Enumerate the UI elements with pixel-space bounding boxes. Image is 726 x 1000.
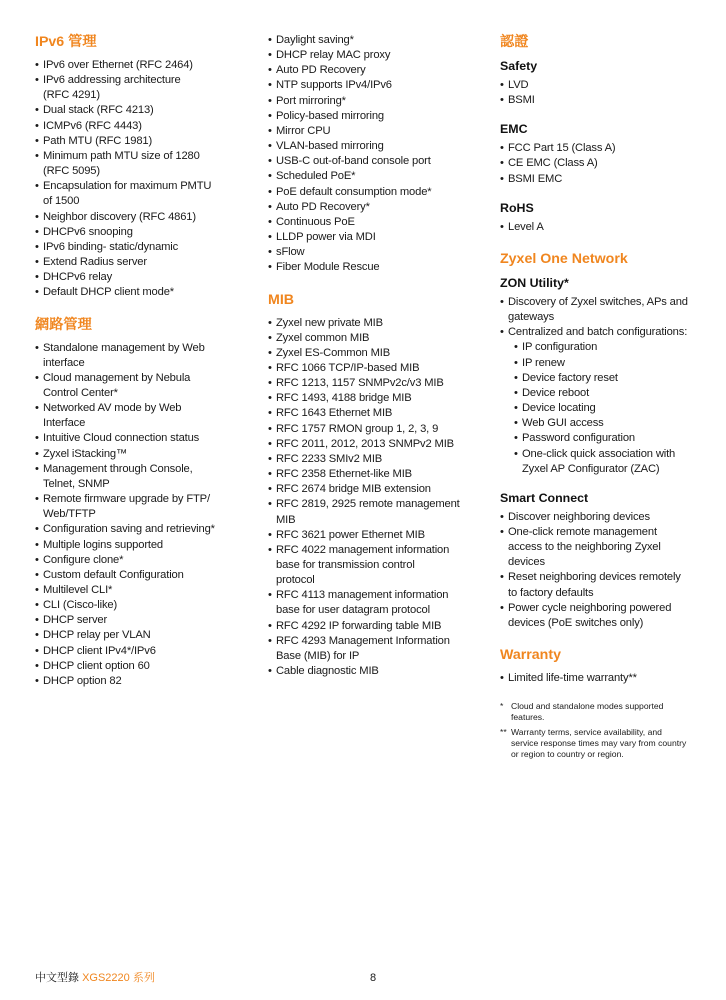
list-item-line: FCC Part 15 (Class A) (508, 142, 616, 155)
list-item-line: RFC 2011, 2012, 2013 SNMPv2 MIB (276, 437, 454, 450)
sub-list-item (500, 386, 726, 401)
list-item (268, 245, 490, 260)
list-item (268, 331, 490, 346)
bullet-list (35, 341, 257, 690)
footer-title (35, 971, 155, 986)
bullet-list (268, 33, 490, 276)
list-item (35, 210, 257, 225)
list-item-line: RFC 2819, 2925 remote management (276, 498, 460, 511)
list-item-line: (RFC 5095) (43, 165, 100, 178)
list-item (268, 543, 490, 588)
subsection-safety (500, 58, 726, 108)
list-item (268, 346, 490, 361)
sub-list-item (500, 431, 726, 446)
list-item-line: RFC 4113 management information (276, 589, 449, 602)
list-item-line: RFC 2233 SMIv2 MIB (276, 452, 383, 465)
list-item-line: Auto PD Recovery* (276, 200, 370, 213)
list-item-line: Zyxel ES-Common MIB (276, 346, 391, 359)
list-item-line: Extend Radius server (43, 256, 147, 269)
bullet-list (500, 340, 726, 476)
list-item-line: Zyxel AP Configurator (ZAC) (522, 462, 660, 475)
list-item-line: Policy-based mirroring (276, 109, 384, 122)
list-item-line: base for transmission control (276, 559, 415, 571)
footnote-line: Warranty terms, service availability, and (511, 727, 662, 738)
subsection-heading: ZON Utility* (500, 275, 569, 290)
list-item-line: Device locating (522, 402, 596, 415)
section-zyxel-one-network (500, 250, 726, 631)
section-heading: Warranty (500, 647, 561, 664)
section-ipv6 (35, 33, 257, 301)
bullet-list (500, 141, 726, 186)
list-item (500, 325, 726, 340)
section-continued (268, 33, 490, 276)
list-item (268, 169, 490, 184)
list-item-line: ICMPv6 (RFC 4443) (43, 119, 142, 132)
list-item (35, 613, 257, 628)
list-item (35, 371, 257, 401)
list-item-line: Control Center* (43, 386, 118, 399)
list-item (268, 634, 490, 664)
sub-list-item (500, 447, 726, 477)
list-item-line: RFC 3621 power Ethernet MIB (276, 528, 425, 541)
list-item (35, 134, 257, 149)
list-item (268, 33, 490, 48)
list-item (268, 422, 490, 437)
bullet-list (500, 220, 726, 235)
list-item-line: Fiber Module Rescue (276, 261, 380, 274)
list-item-line: DHCPv6 relay (43, 271, 113, 284)
list-item-line: devices (PoE switches only) (508, 616, 644, 629)
list-item-line: RFC 1757 RMON group 1, 2, 3, 9 (276, 422, 439, 435)
list-item (35, 583, 257, 598)
list-item-line: Custom default Configuration (43, 568, 184, 581)
list-item-line: Mirror CPU (276, 124, 331, 137)
list-item-line: Multiple logins supported (43, 538, 164, 551)
list-item-line: DHCPv6 snooping (43, 225, 133, 238)
footnote (500, 727, 726, 760)
list-item-line: sFlow (276, 246, 305, 259)
list-item (35, 103, 257, 118)
section-heading: Zyxel One Network (500, 250, 628, 267)
list-item (268, 361, 490, 376)
list-item-line: RFC 1493, 4188 bridge MIB (276, 392, 412, 405)
list-item (35, 401, 257, 431)
list-item (268, 215, 490, 230)
list-item-line: Daylight saving* (276, 34, 354, 46)
list-item (500, 141, 726, 156)
list-item-line: Configure clone* (43, 553, 124, 566)
list-item-line: DHCP client IPv4*/IPv6 (43, 644, 156, 657)
list-item-line: protocol (276, 574, 315, 587)
list-item-line: devices (508, 556, 545, 569)
list-item (35, 255, 257, 270)
list-item-line: Configuration saving and retrieving* (43, 523, 215, 536)
list-item-line: Intuitive Cloud connection status (43, 432, 200, 445)
list-item-line: Encapsulation for maximum PMTU (43, 180, 212, 193)
list-item (500, 78, 726, 93)
list-item (35, 447, 257, 462)
list-item-line: Management through Console, (43, 462, 193, 475)
list-item (35, 149, 257, 179)
list-item-line: Discovery of Zyxel switches, APs and (508, 295, 688, 308)
list-item (35, 628, 257, 643)
list-item-line: Discover neighboring devices (508, 510, 650, 523)
subsection-heading: EMC (500, 122, 528, 137)
list-item-line: (RFC 4291) (43, 89, 100, 102)
list-item-line: Level A (508, 220, 544, 233)
list-item (500, 156, 726, 171)
list-item-line: Zyxel common MIB (276, 331, 370, 344)
bullet-list (500, 671, 726, 686)
section-section (35, 316, 257, 690)
list-item (268, 619, 490, 634)
list-item (500, 570, 726, 600)
sub-list-item (500, 416, 726, 431)
list-item-line: of 1500 (43, 195, 80, 208)
list-item-line: Zyxel iStacking™ (43, 447, 128, 460)
list-item (35, 225, 257, 240)
list-item-line: USB-C out-of-band console port (276, 155, 431, 168)
list-item-line: BSMI (508, 94, 535, 107)
list-item-line: Cloud management by Nebula (43, 371, 191, 384)
list-item (268, 63, 490, 78)
list-item (268, 497, 490, 527)
list-item-line: base for user datagram protocol (276, 604, 430, 617)
list-item (35, 659, 257, 674)
list-item (35, 492, 257, 522)
section-heading: 網路管理 (35, 316, 92, 333)
list-item (500, 93, 726, 108)
list-item-line: LVD (508, 79, 529, 91)
list-item (268, 528, 490, 543)
subsection-smart-connect (500, 490, 726, 631)
list-item-line: Networked AV mode by Web (43, 402, 182, 415)
sub-list-item (500, 356, 726, 371)
footnote (500, 701, 726, 723)
footnote-line: Cloud and standalone modes supported (511, 701, 664, 712)
footnote-mark: ** (500, 727, 507, 738)
list-item-line: Remote firmware upgrade by FTP/ (43, 493, 210, 506)
subsection-rohs (500, 200, 726, 235)
list-item (268, 94, 490, 109)
list-item (500, 671, 726, 686)
bullet-list (268, 316, 490, 680)
list-item-line: gateways (508, 311, 555, 324)
footer-prefix: 中文型錄 (35, 972, 83, 984)
list-item (500, 220, 726, 235)
footnote-line: service response times may vary from country (511, 738, 687, 749)
list-item-line: Path MTU (RFC 1981) (43, 134, 153, 147)
column-1 (35, 33, 257, 704)
list-item (35, 58, 257, 73)
list-item (268, 437, 490, 452)
list-item (268, 78, 490, 93)
bullet-list (500, 295, 726, 340)
column-2 (268, 33, 490, 694)
list-item-line: DHCP option 82 (43, 674, 122, 687)
list-item (35, 674, 257, 689)
list-item-line: interface (43, 356, 85, 369)
column-3 (500, 33, 726, 764)
list-item-line: VLAN-based mirroring (276, 140, 384, 153)
section-heading: IPv6 管理 (35, 34, 97, 50)
list-item (268, 452, 490, 467)
list-item-line: Port mirroring* (276, 94, 346, 107)
sub-list-item (500, 401, 726, 416)
list-item (500, 510, 726, 525)
sub-list-item (500, 371, 726, 386)
list-item-line: IPv6 addressing architecture (43, 74, 181, 87)
section-warranty (500, 646, 726, 686)
bullet-list (35, 58, 257, 301)
list-item (268, 391, 490, 406)
section-section (500, 33, 726, 235)
list-item-line: DHCP client option 60 (43, 659, 150, 672)
list-item (268, 200, 490, 215)
list-item-line: Password configuration (522, 432, 635, 445)
list-item-line: Device reboot (522, 386, 590, 399)
list-item-line: Reset neighboring devices remotely (508, 571, 681, 584)
list-item (35, 270, 257, 285)
list-item-line: Power cycle neighboring powered (508, 601, 672, 614)
list-item (268, 139, 490, 154)
section-heading: MIB (268, 291, 295, 308)
bullet-list (500, 510, 726, 631)
list-item-line: to factory defaults (508, 586, 594, 599)
list-item-line: IP configuration (522, 341, 598, 354)
list-item-line: Minimum path MTU size of 1280 (43, 149, 200, 162)
list-item (500, 525, 726, 570)
list-item-line: IP renew (522, 356, 565, 369)
page-number: 8 (370, 972, 377, 984)
list-item (268, 588, 490, 618)
list-item (35, 522, 257, 537)
list-item (35, 431, 257, 446)
list-item-line: Continuous PoE (276, 215, 355, 228)
list-item (35, 240, 257, 255)
list-item (35, 341, 257, 371)
list-item-line: PoE default consumption mode* (276, 185, 432, 198)
list-item (268, 48, 490, 63)
list-item (500, 172, 726, 187)
list-item-line: Scheduled PoE* (276, 170, 356, 183)
list-item-line: IPv6 binding- static/dynamic (43, 240, 179, 253)
list-item-line: Cable diagnostic MIB (276, 665, 379, 678)
list-item (268, 109, 490, 124)
footer-model: XGS2220 系列 (82, 972, 155, 984)
list-item-line: MIB (276, 513, 296, 526)
footnotes (500, 701, 726, 760)
footnote-line: features. (511, 712, 545, 723)
list-item (268, 185, 490, 200)
list-item (268, 467, 490, 482)
list-item-line: Default DHCP client mode* (43, 286, 174, 299)
list-item (35, 462, 257, 492)
list-item (35, 553, 257, 568)
list-item-line: Standalone management by Web (43, 341, 205, 354)
subsection-emc (500, 121, 726, 186)
list-item-line: One-click quick association with (522, 447, 676, 460)
list-item-line: RFC 2358 Ethernet-like MIB (276, 468, 412, 481)
list-item (35, 598, 257, 613)
list-item (268, 376, 490, 391)
list-item-line: RFC 1066 TCP/IP-based MIB (276, 361, 420, 374)
list-item (35, 568, 257, 583)
list-item-line: CLI (Cisco-like) (43, 599, 118, 612)
list-item-line: Telnet, SNMP (43, 477, 110, 490)
list-item-line: Dual stack (RFC 4213) (43, 104, 154, 117)
list-item-line: Base (MIB) for IP (276, 649, 360, 662)
section-heading: 認證 (500, 34, 529, 50)
list-item (268, 260, 490, 275)
list-item (35, 179, 257, 209)
list-item (35, 644, 257, 659)
subsection-heading: Safety (500, 59, 538, 73)
list-item-line: RFC 1213, 1157 SNMPv2c/v3 MIB (276, 377, 444, 390)
list-item-line: One-click remote management (508, 525, 657, 538)
list-item-line: Web GUI access (522, 417, 604, 430)
section-mib (268, 291, 490, 680)
list-item (268, 482, 490, 497)
list-item-line: Device factory reset (522, 371, 618, 384)
list-item-line: Interface (43, 417, 86, 430)
list-item (35, 285, 257, 300)
list-item-line: RFC 2674 bridge MIB extension (276, 483, 431, 496)
list-item-line: Zyxel new private MIB (276, 316, 383, 329)
list-item-line: DHCP relay MAC proxy (276, 49, 391, 62)
list-item (35, 73, 257, 103)
list-item-line: RFC 1643 Ethernet MIB (276, 407, 393, 420)
subsection-heading: Smart Connect (500, 490, 589, 505)
list-item (268, 124, 490, 139)
list-item-line: RFC 4022 management information (276, 543, 450, 556)
list-item (500, 601, 726, 631)
list-item (500, 295, 726, 325)
list-item-line: LLDP power via MDI (276, 231, 376, 244)
bullet-list (500, 78, 726, 108)
footnote-mark: * (500, 701, 504, 712)
subsection-heading: RoHS (500, 200, 534, 215)
list-item-line: access to the neighboring Zyxel (508, 541, 661, 554)
list-item-line: BSMI EMC (508, 172, 563, 185)
list-item-line: NTP supports IPv4/IPv6 (276, 79, 392, 92)
list-item-line: CE EMC (Class A) (508, 157, 598, 170)
list-item-line: Auto PD Recovery (276, 64, 366, 77)
list-item (35, 538, 257, 553)
list-item (35, 119, 257, 134)
subsection-zon-utility (500, 275, 726, 477)
list-item (268, 664, 490, 679)
footnote-line: or region to country or region. (511, 749, 624, 760)
list-item (268, 316, 490, 331)
list-item-line: RFC 4293 Management Information (276, 634, 450, 647)
list-item (268, 406, 490, 421)
list-item-line: Limited life-time warranty** (508, 672, 637, 685)
list-item-line: DHCP relay per VLAN (43, 629, 151, 642)
list-item-line: Web/TFTP (43, 508, 96, 521)
list-item-line: Neighbor discovery (RFC 4861) (43, 210, 196, 223)
list-item (268, 230, 490, 245)
list-item (268, 154, 490, 169)
list-item-line: Centralized and batch configurations: (508, 326, 688, 339)
list-item-line: DHCP server (43, 614, 108, 627)
list-item-line: IPv6 over Ethernet (RFC 2464) (43, 59, 193, 71)
list-item-line: Multilevel CLI* (43, 584, 113, 596)
sub-list-item (500, 340, 726, 355)
list-item-line: RFC 4292 IP forwarding table MIB (276, 619, 442, 632)
